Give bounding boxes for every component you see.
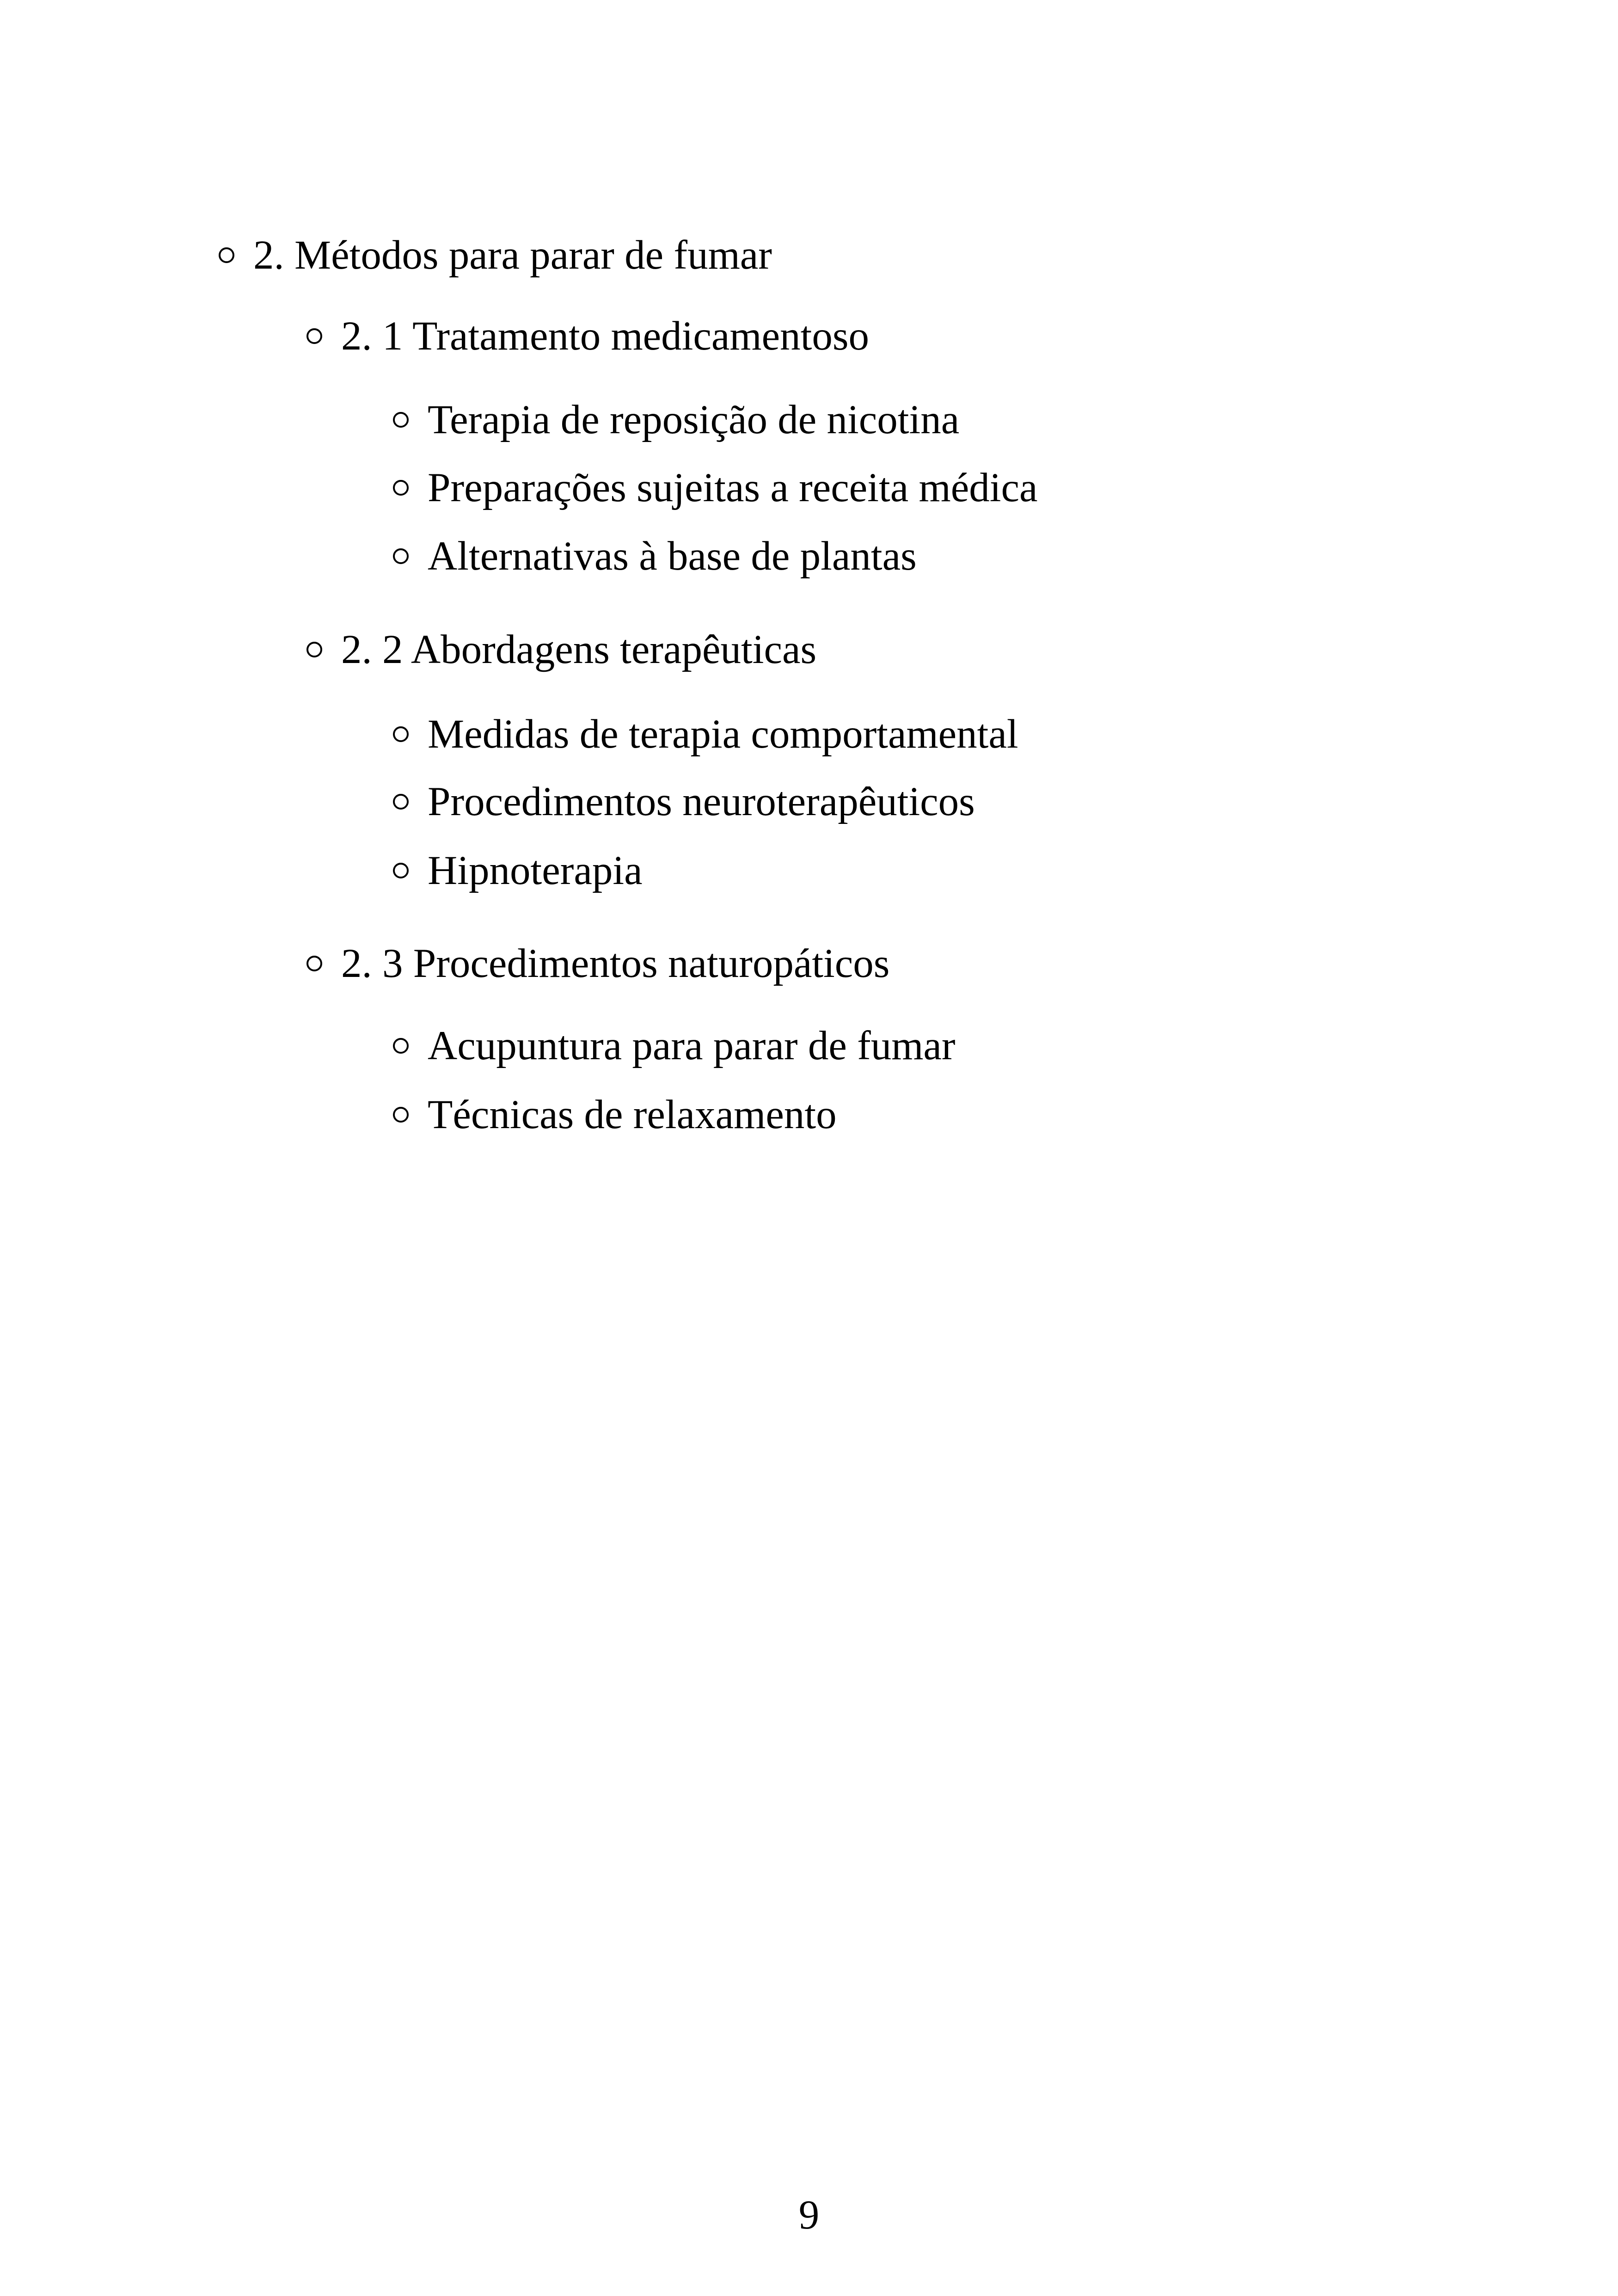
hollow-circle-bullet-icon xyxy=(393,863,409,878)
hollow-circle-bullet-icon xyxy=(393,794,409,810)
list-item-level2 xyxy=(306,624,816,675)
list-item-text: Alternativas à base de plantas xyxy=(428,534,917,579)
list-item-level3 xyxy=(393,394,959,445)
hollow-circle-bullet-icon xyxy=(393,480,409,496)
list-item-level3 xyxy=(393,531,917,582)
hollow-circle-bullet-icon xyxy=(393,1107,409,1123)
list-item-text: Acupuntura para parar de fumar xyxy=(428,1023,956,1068)
list-item-text: Procedimentos neuroterapêuticos xyxy=(428,779,975,824)
hollow-circle-bullet-icon xyxy=(306,642,322,657)
list-item-level3 xyxy=(393,1089,837,1140)
list-item-level1 xyxy=(219,230,772,281)
hollow-circle-bullet-icon xyxy=(306,328,322,344)
outline-title: 2. Métodos para parar de fumar xyxy=(253,233,772,278)
list-item-level2 xyxy=(306,311,869,362)
section-heading: 2. 2 Abordagens terapêuticas xyxy=(341,627,817,672)
hollow-circle-bullet-icon xyxy=(393,1038,409,1054)
list-item-level3 xyxy=(393,845,643,896)
list-item-text: Medidas de terapia comportamental xyxy=(428,712,1018,757)
list-item-level3 xyxy=(393,709,1018,760)
hollow-circle-bullet-icon xyxy=(393,412,409,428)
list-item-level3 xyxy=(393,776,975,827)
list-item-level3 xyxy=(393,462,1037,513)
section-heading: 2. 3 Procedimentos naturopáticos xyxy=(341,941,890,986)
hollow-circle-bullet-icon xyxy=(306,956,322,971)
list-item-level3 xyxy=(393,1020,956,1071)
list-item-text: Preparações sujeitas a receita médica xyxy=(428,465,1038,510)
list-item-level2 xyxy=(306,938,889,989)
hollow-circle-bullet-icon xyxy=(219,247,234,263)
list-item-text: Técnicas de relaxamento xyxy=(428,1092,837,1137)
page-number: 9 xyxy=(798,2192,820,2238)
list-item-text: Terapia de reposição de nicotina xyxy=(428,397,960,442)
section-heading: 2. 1 Tratamento medicamentoso xyxy=(341,313,870,359)
hollow-circle-bullet-icon xyxy=(393,548,409,564)
hollow-circle-bullet-icon xyxy=(393,726,409,742)
list-item-text: Hipnoterapia xyxy=(428,848,643,893)
